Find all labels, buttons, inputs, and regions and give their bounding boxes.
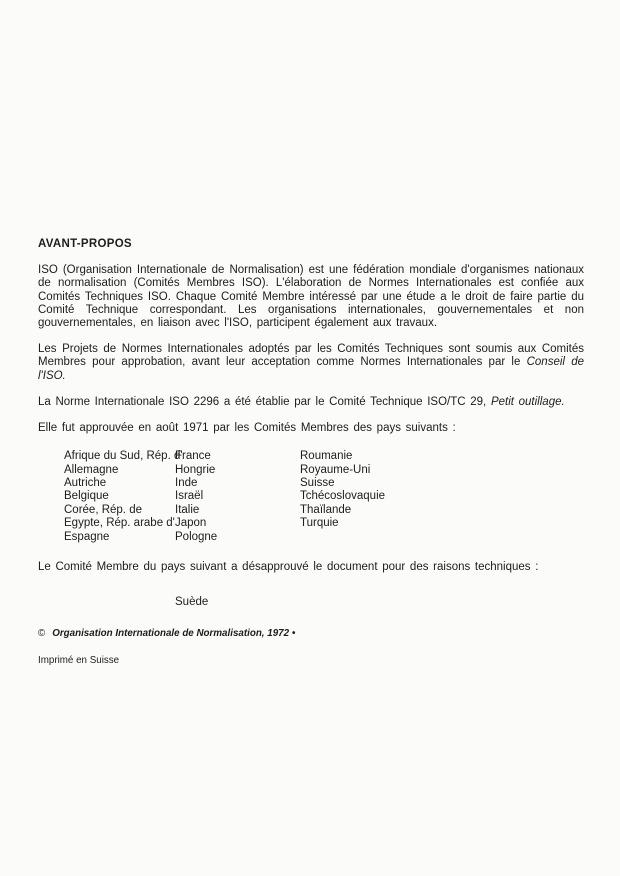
countries-column-3	[300, 450, 470, 544]
country-item: Pologne	[175, 530, 218, 543]
copyright-notice	[38, 628, 295, 639]
country-item: Israël	[175, 490, 204, 503]
paragraph-standard-origin-italic: Petit outillage.	[490, 395, 565, 408]
countries-column-2	[175, 450, 300, 544]
country-item: Belgique	[64, 490, 109, 503]
country-item: Autriche	[64, 477, 107, 490]
paragraph-approval-intro: Elle fut approuvée en août 1971 par les Comités Membres des pays suivants :	[38, 422, 456, 435]
section-heading: AVANT-PROPOS	[38, 238, 132, 250]
country-item: Suisse	[300, 477, 335, 490]
country-item: Royaume-Uni	[300, 463, 371, 476]
country-item: France	[175, 450, 211, 463]
country-item: Japon	[175, 517, 207, 530]
printed-in-note: Imprimé en Suisse	[38, 655, 120, 666]
paragraph-iso-description: ISO (Organisation Internationale de Normalisation) est une fédération mondiale d'organismes nationaux de normalisation (Comités Membres ISO). L'élaboration de Normes Internationales est confiée aux Comités Techniques ISO. Chaque Comité Membre intéressé par une étude a le droit de faire partie du Comité Technique correspondant. Les organisations internationales, gouvernementales et non gouvernementales, en liaison avec l'ISO, participent également aux travaux.	[38, 264, 584, 330]
paragraph-standard-origin-text: La Norme Internationale ISO 2296 a été établie par le Comité Technique ISO/TC 29,	[38, 395, 491, 408]
countries-column-1	[64, 450, 183, 544]
country-item: Corée, Rép. de	[64, 503, 142, 516]
paragraph-draft-standards-italic: Conseil de l'ISO.	[38, 356, 584, 382]
paragraph-draft-standards	[38, 343, 584, 383]
country-item: Inde	[175, 477, 198, 490]
copyright-icon: ©	[38, 628, 46, 639]
country-item: Turquie	[300, 517, 339, 530]
foreword-section	[38, 238, 584, 609]
disapproving-country: Suède	[175, 596, 209, 609]
approving-countries-list	[64, 450, 584, 544]
country-item: Hongrie	[175, 463, 216, 476]
country-item: Roumanie	[300, 450, 353, 463]
country-item: Espagne	[64, 530, 110, 543]
bullet-icon: •	[292, 628, 296, 639]
country-item: Italie	[175, 503, 200, 516]
paragraph-disapproval: Le Comité Membre du pays suivant a désapprouvé le document pour des raisons techniques :	[38, 561, 539, 574]
paragraph-standard-origin	[38, 396, 584, 409]
country-item: Afrique du Sud, Rép. d'	[64, 450, 183, 463]
paragraph-draft-standards-text: Les Projets de Normes Internationales adoptés par les Comités Techniques sont soumis aux Comités Membres pour approbation, avant leur acceptation comme Normes Internationales par le	[38, 343, 584, 369]
country-item: Egypte, Rép. arabe d'	[64, 517, 175, 530]
copyright-text: Organisation Internationale de Normalisation, 1972	[52, 628, 290, 639]
country-item: Allemagne	[64, 463, 119, 476]
country-item: Thaïlande	[300, 503, 352, 516]
country-item: Tchécoslovaquie	[300, 490, 386, 503]
